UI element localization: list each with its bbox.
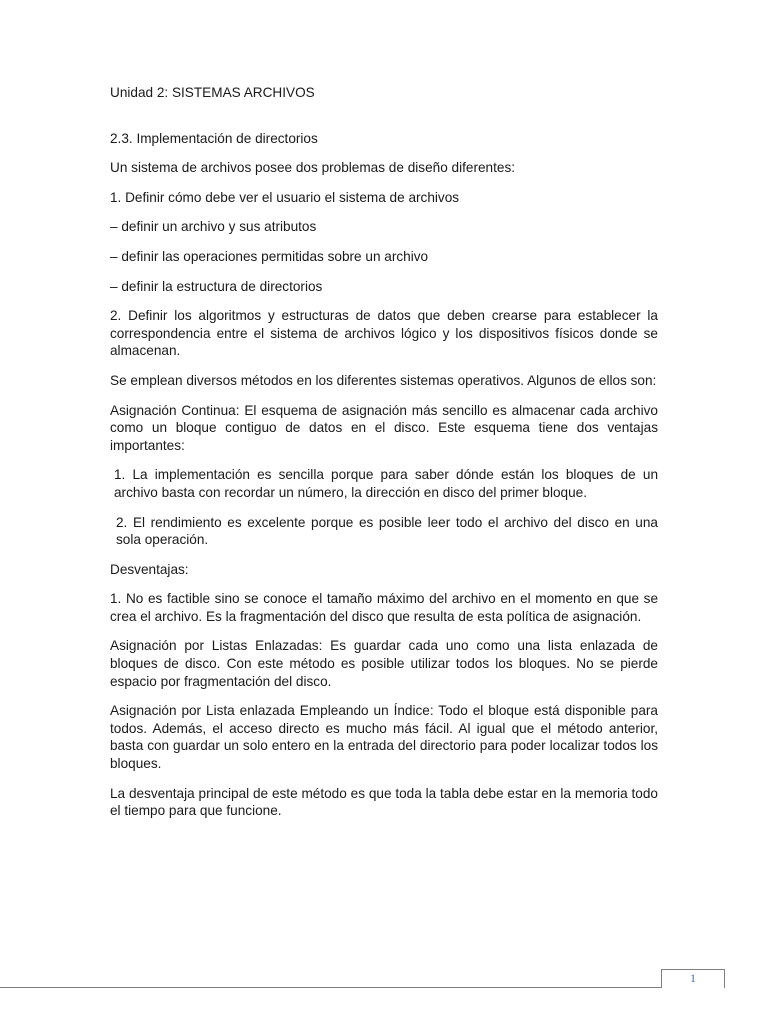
advantage-two: 2. El rendimiento es excelente porque es posible leer todo el archivo del disco en una sola operación. — [116, 514, 658, 548]
continuous-allocation-paragraph: Asignación Continua: El esquema de asignación más sencillo es almacenar cada archivo como un bloque contiguo de datos en el disco. Este esquema tiene dos ventajas importantes: — [110, 402, 658, 453]
linked-list-paragraph: Asignación por Listas Enlazadas: Es guardar cada uno como una lista enlazada de bloques de disco. Con este método es posible utilizar todos los bloques. No se pierde espacio por fragmentación del disco. — [110, 638, 658, 689]
document-title: Unidad 2: SISTEMAS ARCHIVOS — [110, 85, 315, 100]
list-item: – definir las operaciones permitidas sobre un archivo — [110, 248, 429, 264]
problem-two: 2. Definir los algoritmos y estructuras de datos que deben crearse para establecer la correspondencia entre el sistema de archivos lógico y los dispositivos físicos donde se almacenan. — [110, 308, 658, 359]
list-item: – definir la estructura de directorios — [110, 278, 323, 294]
conclusion-paragraph: La desventaja principal de este método es que toda la tabla debe estar en la memoria todo el tiempo para que funcione. — [110, 785, 658, 819]
footer-rule — [0, 987, 661, 988]
list-item: – definir un archivo y sus atributos — [110, 219, 317, 235]
methods-intro: Se emplean diversos métodos en los diferentes sistemas operativos. Algunos de ellos son: — [110, 372, 657, 388]
page-number: 1 — [661, 969, 725, 988]
indexed-allocation-paragraph: Asignación por Lista enlazada Empleando un Índice: Todo el bloque está disponible para todos. Además, el acceso directo es mucho más fácil. Al igual que el método anterior, basta con guardar un solo entero en la entrada del directorio para poder localizar todos los bloques. — [110, 703, 658, 772]
problem-one: 1. Definir cómo debe ver el usuario el sistema de archivos — [110, 189, 460, 205]
section-heading: 2.3. Implementación de directorios — [110, 130, 318, 146]
advantage-one: 1. La implementación es sencilla porque para saber dónde están los bloques de un archivo basta con recordar un número, la dirección en disco del primer bloque. — [114, 467, 658, 500]
disadvantage-one: 1. No es factible sino se conoce el tamaño máximo del archivo en el momento en que se crea el archivo. Es la fragmentación del disco que resulta de esta política de asignación. — [110, 591, 658, 624]
disadvantages-label: Desventajas: — [110, 561, 189, 577]
document-body — [110, 84, 658, 832]
intro-paragraph: Un sistema de archivos posee dos problemas de diseño diferentes: — [110, 160, 516, 176]
